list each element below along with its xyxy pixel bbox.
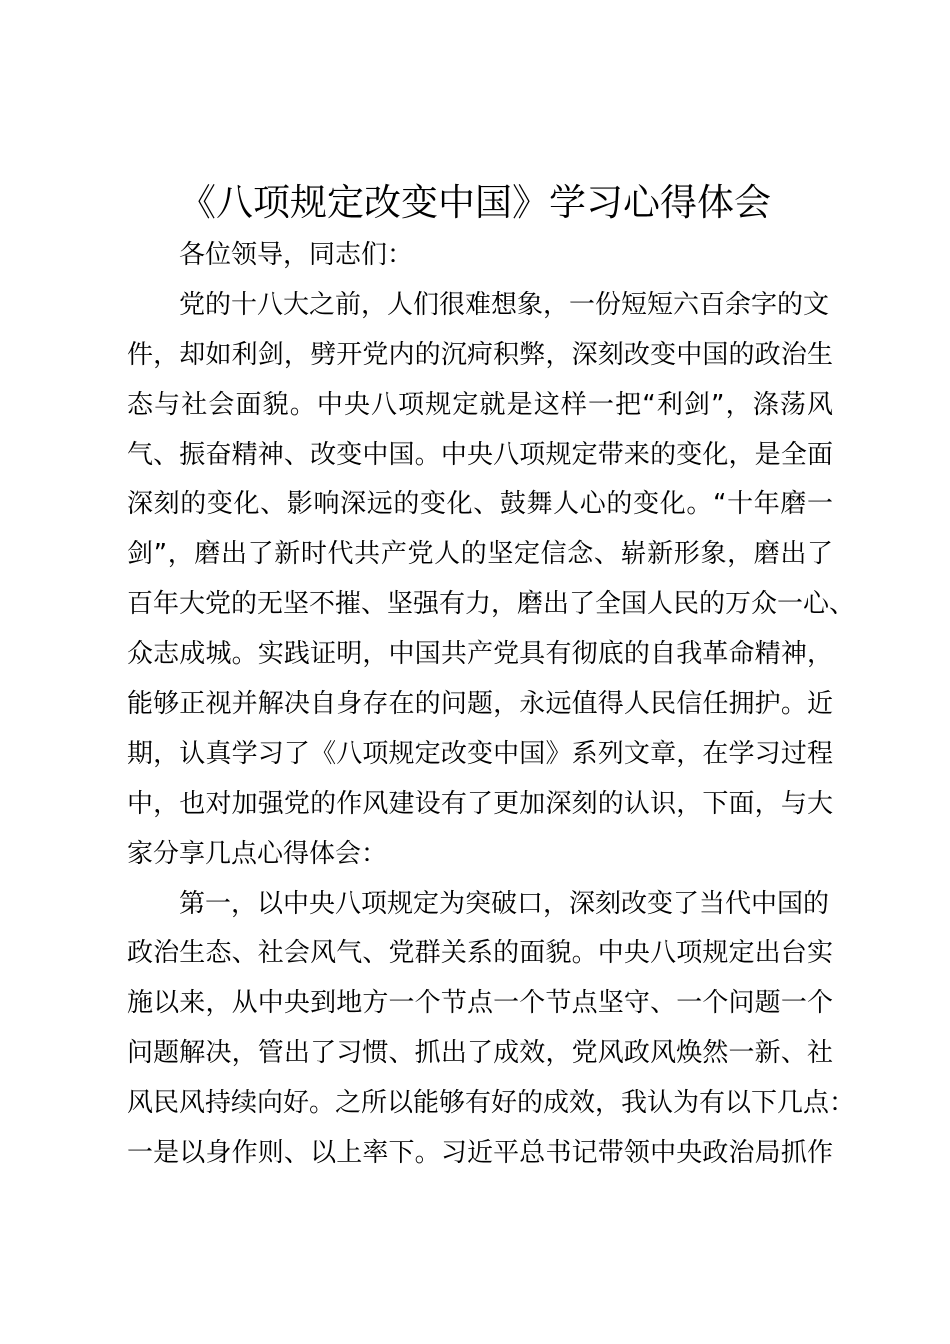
paragraph-1-line: 件，却如利剑，劈开党内的沉疴积弊，深刻改变中国的政治生 <box>127 339 833 370</box>
paragraph-1-line: 中，也对加强党的作风建设有了更加深刻的认识，下面，与大 <box>127 788 833 819</box>
paragraph-2-line: 施以来，从中央到地方一个节点一个节点坚守、一个问题一个 <box>127 988 833 1019</box>
salutation: 各位领导，同志们： <box>179 240 414 270</box>
paragraph-1-line: 期，认真学习了《八项规定改变中国》系列文章，在学习过程 <box>127 738 833 769</box>
paragraph-1-line: 能够正视并解决自身存在的问题，永远值得人民信任拥护。近 <box>127 689 833 720</box>
paragraph-2-line: 问题解决，管出了习惯、抓出了成效，党风政风焕然一新、社 <box>127 1038 833 1069</box>
document-title: 《八项规定改变中国》学习心得体会 <box>179 181 771 224</box>
paragraph-1-line: 众志成城。实践证明，中国共产党具有彻底的自我革命精神， <box>127 639 833 670</box>
paragraph-2-line: 一是以身作则、以上率下。习近平总书记带领中央政治局抓作 <box>127 1138 833 1169</box>
paragraph-1-line: 党的十八大之前，人们很难想象，一份短短六百余字的文 <box>179 289 830 320</box>
paragraph-2-line: 政治生态、社会风气、党群关系的面貌。中央八项规定出台实 <box>127 938 833 969</box>
paragraph-2-line: 第一，以中央八项规定为突破口，深刻改变了当代中国的 <box>179 888 830 919</box>
paragraph-2-line: 风民风持续向好。之所以能够有好的成效，我认为有以下几点： <box>127 1088 856 1119</box>
paragraph-1-line: 家分享几点心得体会： <box>127 838 388 869</box>
paragraph-1-line: 剑”，磨出了新时代共产党人的坚定信念、崭新形象，磨出了 <box>127 539 833 570</box>
paragraph-1-line: 深刻的变化、影响深远的变化、鼓舞人心的变化。“十年磨一 <box>127 489 833 520</box>
paragraph-1-line: 态与社会面貌。中央八项规定就是这样一把“利剑”，涤荡风 <box>127 389 833 420</box>
paragraph-1-line: 百年大党的无坚不摧、坚强有力，磨出了全国人民的万众一心、 <box>127 589 856 620</box>
document-body <box>127 231 856 1179</box>
paragraph-1-line: 气、振奋精神、改变中国。中央八项规定带来的变化，是全面 <box>127 439 833 470</box>
